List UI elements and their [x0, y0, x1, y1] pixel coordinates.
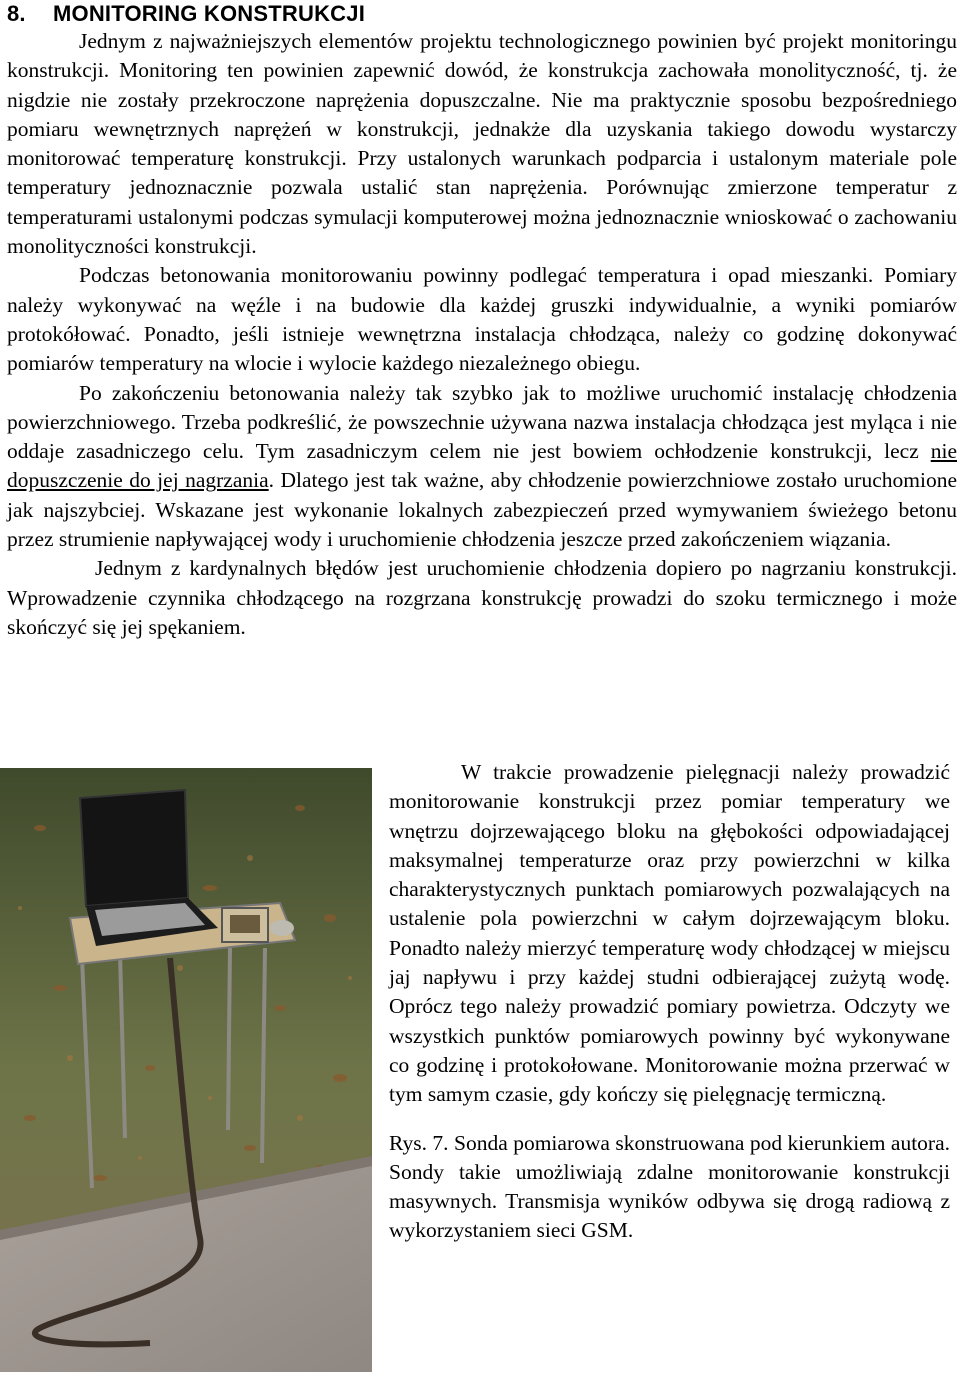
figure-caption: Rys. 7. Sonda pomiarowa skonstruowana pod kierunkiem autora. Sondy takie umożliwiają zdalne monitorowanie konstrukcji masywnych. Transmisja wyników odbywa się drogą radiową z wykorzystaniem sieci GSM. [389, 1130, 950, 1243]
section-heading [7, 0, 957, 27]
probe-photo [0, 768, 372, 1372]
paragraph-4: Jednym z kardynalnych błędów jest uruchomienie chłodzenia dopiero po nagrzaniu konstrukcji. Wprowadzenie czynnika chłodzącego na rozgrzana konstrukcję prowadzi do szoku termicznego i może skończyć się jej spękaniem. [7, 556, 957, 639]
paragraph-1: Jednym z najważniejszych elementów projektu technologicznego powinien być projekt monitoringu konstrukcji. Monitoring ten powinien zapewnić dowód, że konstrukcja zachowała monolityczność, tj. że nigdzie nie zostały przekroczone naprężenia dopuszczalne. Nie ma praktycznie sposobu bezpośredniego pomiaru wewnętrznych naprężeń w konstrukcji, jednakże dla uzyskania takiego dowodu wystarczy monitorować temperaturę konstrukcji. Przy ustalonych warunkach podparcia i ustalonym materiale pole temperatury jednoznacznie pozwala ustalić stan naprężenia. Porównując zmierzone temperatur z temperaturami ustalonymi podczas symulacji komputerowej można jednoznacznie wnioskować o zachowaniu monolityczności konstrukcji. [7, 29, 957, 259]
paragraph-2: Podczas betonowania monitorowaniu powinny podlegać temperatura i opad mieszanki. Pomiary należy wykonywać na węźle i na budowie dla każdej gruszki indywidualnie, a wyniki pomiarów protokółować. Ponadto, jeśli istnieje wewnętrzna instalacja chłodząca, należy co godzinę dokonywać pomiarów temperatury na wlocie i wylocie każdego niezależnego obiegu. [7, 263, 957, 376]
paragraph-3-text-a: Po zakończeniu betonowania należy tak szybko jak to możliwe uruchomić instalację chłodzenia powierzchniowego. Trzeba podkreślić, że powszechnie używana nazwa instalacja chłodząca jest myląca i nie oddaje zasadniczego celu. Tym zasadniczym celem nie jest bowiem ochłodzenie konstrukcji, lecz [7, 380, 957, 464]
right-column [389, 758, 950, 1246]
paragraph-3-text-b: . Dlatego jest tak ważne, aby chłodzenie powierzchniowe zostało uruchomione jak najszybciej. Wskazane jest wykonanie lokalnych zabezpieczeń przed wymywaniem świeżego betonu przez strumienie napływającej wody i uruchomienie chłodzenia jeszcze przed zakończeniem wiązania. [7, 468, 957, 552]
underlined-phrase: nie dopuszczenie do jej nagrzania [7, 439, 957, 493]
section-title: MONITORING KONSTRUKCJI [53, 1, 366, 26]
paragraph-3 [7, 379, 957, 555]
paragraph-5: W trakcie prowadzenie pielęgnacji należy prowadzić monitorowanie konstrukcji przez pomiar temperatury we wnętrzu dojrzewającego bloku na głębokości odpowiadającej maksymalnej temperaturze oraz przy powierzchni w kilka charakterystycznych punktach pomiarowych pozwalających na ustalenie pola powierzchni w całym dojrzewającym bloku. Ponadto należy mierzyć temperaturę wody chłodzącej w miejscu jaj napływu i przy każdej studni odbierającej zużytą wodę. Oprócz tego należy prowadzić pomiary powietrza. Odczyty we wszystkich punktów pomiarowych powinny być wykonywane co godzinę i protokołowane. Monitorowanie można przerwać w tym samym czasie, gdy kończy się pielęgnację termiczną. [389, 760, 950, 1107]
section-number: 8. [7, 1, 26, 26]
document-page [7, 0, 957, 642]
